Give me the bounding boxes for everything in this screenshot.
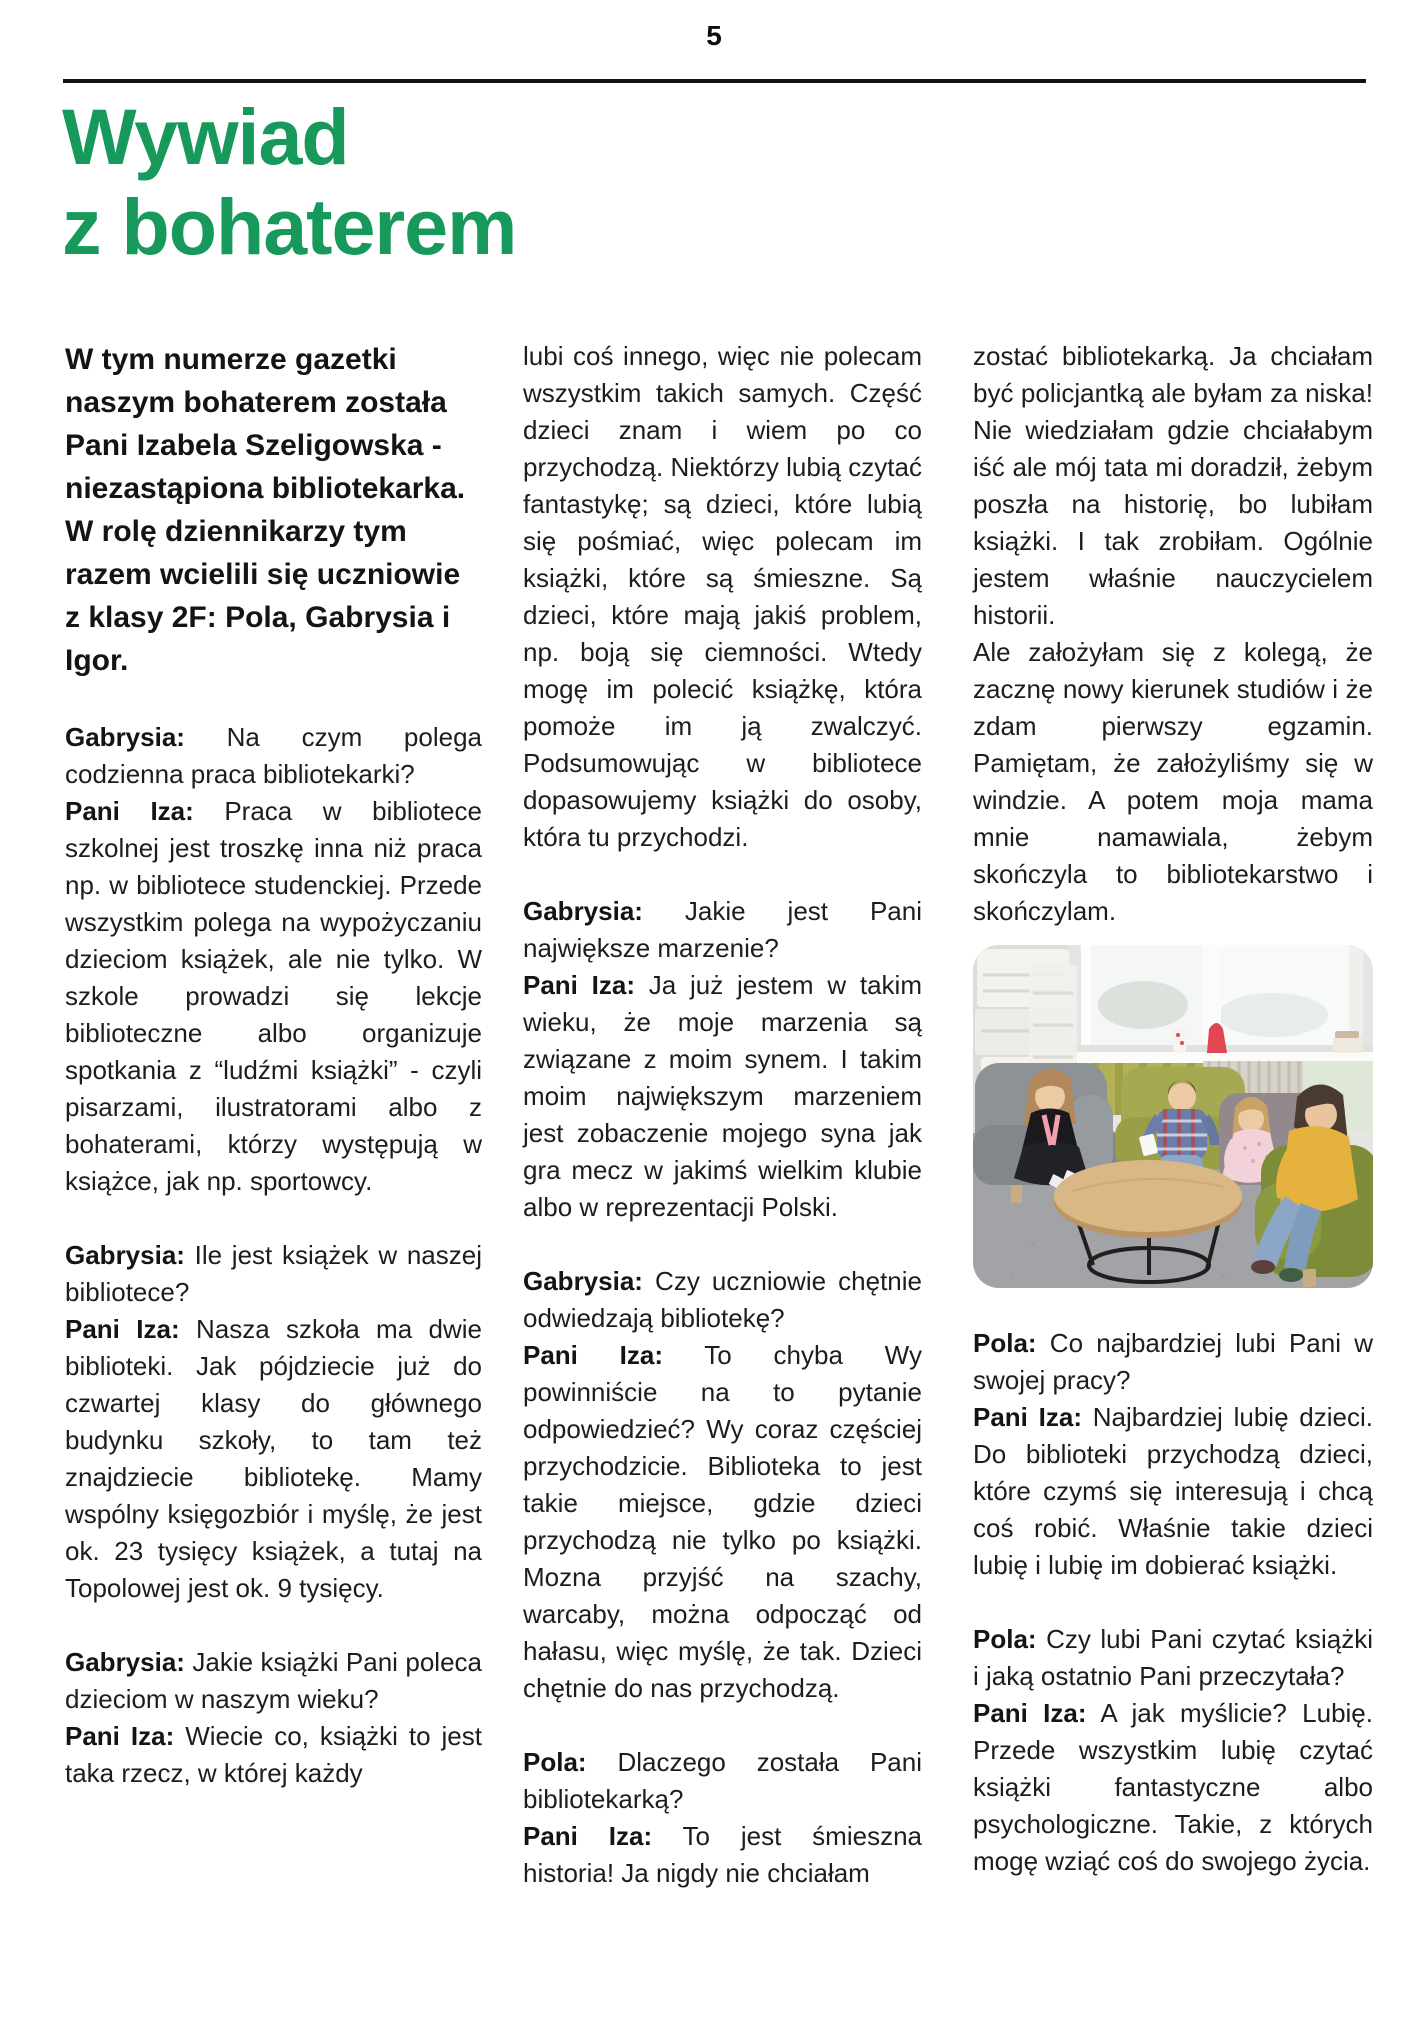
speaker-name: Gabrysia: [523,896,643,926]
speaker-name: Pani Iza: [65,1721,175,1751]
speaker-name: Pani Iza: [523,1340,664,1370]
speaker-name: Pola: [973,1328,1037,1358]
answer-paragraph: Pani Iza: To jest śmieszna historia! Ja nigdy nie chciałam [523,1821,922,1888]
speaker-name: Gabrysia: [65,1647,185,1677]
question-paragraph: Gabrysia: Na czym polega codzienna praca bibliotekarki? [65,722,482,789]
page-number: 5 [706,20,722,51]
article-columns [65,338,1373,1892]
answer-paragraph: Pani Iza: Praca w bibliotece szkolnej jest troszkę inna niż praca np. w bibliotece studenckiej. Przede wszystkim polega na wypożyczaniu dzieciom książek, ale nie tylko. W szkole prowadzi się lekcje biblioteczne albo organizuje spotkania z “ludźmi książki” - czyli pisarzami, ilustratorami albo z bohaterami, którzy występują w książce, jak np. sportowcy. [65,796,482,1196]
answer-paragraph: Pani Iza: A jak myślicie? Lubię. Przede wszystkim lubię czytać książki fantastyczne albo psychologiczne. Takie, z których mogę wziąć coś do swojego życia. [973,1698,1373,1876]
title-line-2: z bohaterem [62,182,517,271]
answer-paragraph: Pani Iza: Nasza szkoła ma dwie biblioteki. Jak pójdziecie już do czwartej klasy do głównego budynku szkoły, to tam też znajdziecie bibliotekę. Mamy wspólny księgozbiór i myślę, że jest ok. 23 tysięcy książek, a tutaj na Topolowej jest ok. 9 tysięcy. [65,1314,482,1603]
header-rule [63,79,1366,83]
speaker-name: Gabrysia: [65,1240,185,1270]
speaker-name: Pola: [523,1747,587,1777]
answer-paragraph: Pani Iza: Ja już jestem w takim wieku, że moje marzenia są związane z moim synem. I takim moim największym marzeniem jest zobaczenie mojego syna jak gra mecz w jakimś wielkim klubie albo w reprezentacji Polski. [523,970,922,1222]
interview-photo [973,945,1373,1288]
question-paragraph: Gabrysia: Ile jest książek w naszej bibliotece? [65,1240,482,1307]
answer-paragraph: Pani Iza: Wiecie co, książki to jest taka rzecz, w której każdy [65,1721,482,1788]
body-paragraph: zostać bibliotekarką. Ja chciałam być policjantką ale byłam za niska! Nie wiedziałam gdzie chciałabym iść ale mój tata mi doradził, żebym poszła na historię, bo lubiłam książki. I tak zrobiłam. Ogólnie jestem właśnie nauczycielem historii. [973,341,1373,630]
speaker-name: Gabrysia: [523,1266,643,1296]
speaker-name: Pani Iza: [65,796,194,826]
answer-paragraph: Pani Iza: To chyba Wy powinniście na to pytanie odpowiedzieć? Wy coraz częściej przychodzicie. Biblioteka to jest takie miejsce, gdzie dzieci przychodzą nie tylko po książki. Mozna przyjść na szachy, warcaby, można odpocząć od hałasu, więc myślę, że tak. Dzieci chętnie do nas przychodzą. [523,1340,922,1703]
article-title [62,92,516,272]
speaker-name: Pani Iza: [65,1314,180,1344]
body-paragraph: lubi coś innego, więc nie polecam wszystkim takich samych. Część dzieci znam i wiem po co przychodzą. Niektórzy lubią czytać fantastykę; są dzieci, które lubią się pośmiać, więc polecam im książki, które są śmieszne. Są dzieci, które mają jakiś problem, np. boją się ciemności. Wtedy mogę im polecić książkę, która pomoże im ją zwalczyć. Podsumowując w bibliotece dopasowujemy książki do osoby, która tu przychodzi. [523,341,922,852]
question-paragraph: Pola: Czy lubi Pani czytać książki i jaką ostatnio Pani przeczytała? [973,1624,1373,1691]
question-paragraph: Pola: Co najbardziej lubi Pani w swojej pracy? [973,1328,1373,1395]
column-left [65,338,482,1792]
body-paragraph: Ale założyłam się z kolegą, że zacznę nowy kierunek studiów i że zdam pierwszy egzamin. Pamiętam, że założyliśmy się w windzie. A potem moja mama mnie namawiala, żebym skończyla to bibliotekarstwo i skończylam. [973,637,1373,926]
answer-paragraph: Pani Iza: Najbardziej lubię dzieci. Do biblioteki przychodzą dzieci, które czymś się interesują i chcą coś robić. Właśnie takie dzieci lubię i lubię im dobierać książki. [973,1402,1373,1580]
intro-paragraph: W tym numerze gazetki naszym bohaterem została Pani Izabela Szeligowska - niezastąpiona bibliotekarka. W rolę dziennikarzy tym razem wcielili się uczniowie z klasy 2F: Pola, Gabrysia i Igor. [65,343,466,677]
question-paragraph: Gabrysia: Czy uczniowie chętnie odwiedzają bibliotekę? [523,1266,922,1333]
speaker-name: Pani Iza: [523,1821,653,1851]
question-paragraph: Gabrysia: Jakie jest Pani największe marzenie? [523,896,922,963]
column-right [973,338,1373,1880]
question-paragraph: Gabrysia: Jakie książki Pani poleca dzieciom w naszym wieku? [65,1647,482,1714]
question-paragraph: Pola: Dlaczego została Pani bibliotekarką? [523,1747,922,1814]
column-middle [523,338,922,1892]
interview-photo-illustration [973,945,1373,1288]
title-line-1: Wywiad [62,92,349,181]
speaker-name: Gabrysia: [65,722,185,752]
speaker-name: Pola: [973,1624,1037,1654]
speaker-name: Pani Iza: [973,1402,1083,1432]
speaker-name: Pani Iza: [973,1698,1087,1728]
speaker-name: Pani Iza: [523,970,636,1000]
